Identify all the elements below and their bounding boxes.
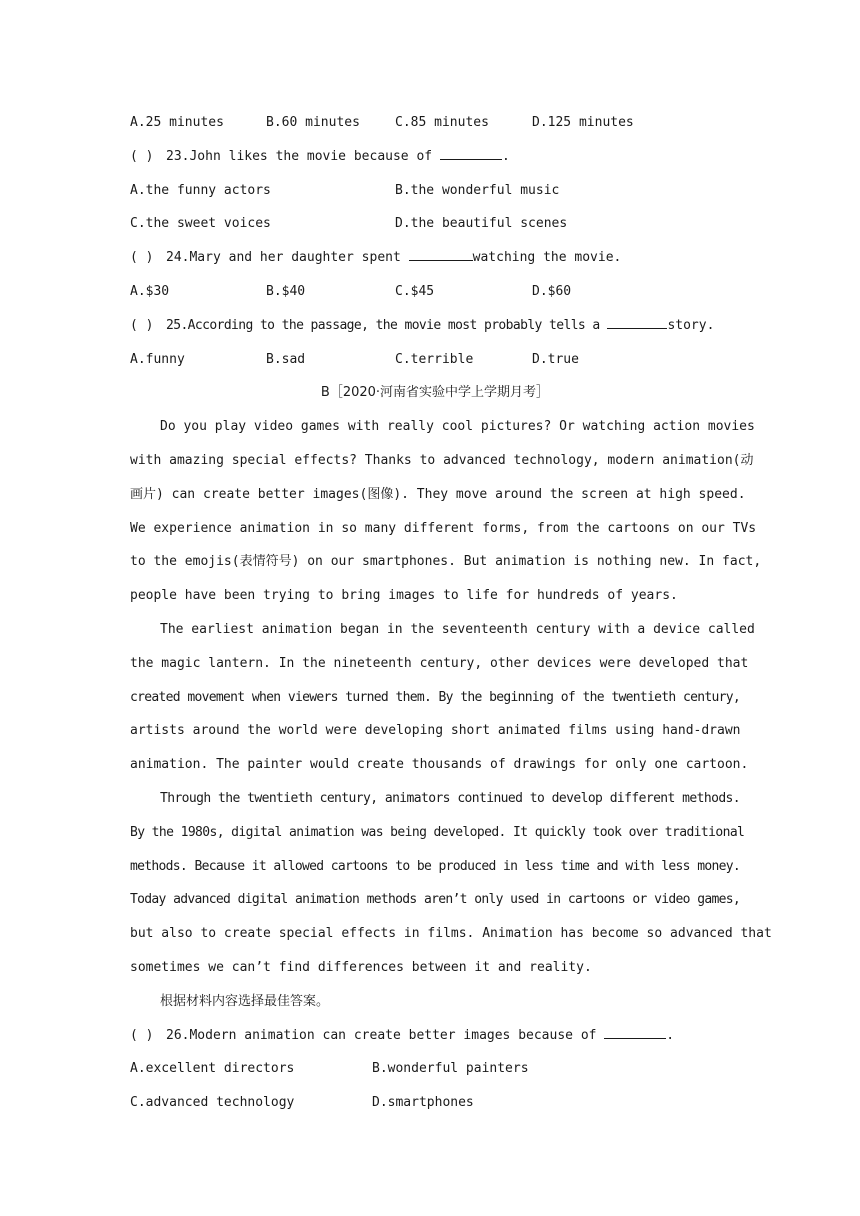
q26-options-row1 — [130, 1052, 740, 1086]
q23-option-d[interactable]: D.the beautiful scenes — [395, 216, 568, 232]
passage-line: Do you play video games with really cool pictures? Or watching action movies — [160, 419, 755, 435]
passage-line: with amazing special effects? Thanks to advanced technology, modern animation(动 — [130, 452, 754, 468]
q23-answer-paren[interactable]: ( ) — [130, 148, 154, 164]
passage-line: By the 1980s, digital animation was being developed. It quickly took over traditional — [130, 824, 745, 840]
q26-blank — [604, 1024, 666, 1039]
q24-options — [130, 275, 740, 309]
passage-line: methods. Because it allowed cartoons to be produced in less time and with less money. — [130, 858, 740, 874]
q25-option-d[interactable]: D.true — [532, 351, 579, 367]
q24-text: 24.Mary and her daughter spent — [166, 250, 401, 266]
q26-option-d[interactable]: D.smartphones — [372, 1095, 474, 1111]
passage-line: but also to create special effects in films. Animation has become so advanced that — [130, 926, 772, 942]
q24-answer-paren[interactable]: ( ) — [130, 250, 154, 266]
q23-stem — [130, 140, 740, 174]
section-b-heading: B［2020·河南省实验中学上学期月考］ — [320, 385, 550, 401]
worksheet-page — [130, 106, 772, 1120]
q26-option-b[interactable]: B.wonderful painters — [372, 1061, 529, 1077]
passage-line: artists around the world were developing short animated films using hand-drawn — [130, 723, 741, 739]
q25-option-c[interactable]: C.terrible — [395, 351, 474, 367]
q22-option-c[interactable]: C.85 minutes — [395, 115, 489, 130]
q23-end: . — [501, 148, 510, 164]
q24-blank — [409, 246, 473, 261]
q25-answer-paren[interactable]: ( ) — [130, 317, 154, 333]
passage-line: sometimes we can’t find differences between it and reality. — [130, 959, 592, 975]
q24-option-a[interactable]: A.$30 — [130, 283, 170, 299]
q26-option-c[interactable]: C.advanced technology — [130, 1095, 295, 1111]
q23-blank — [440, 145, 502, 160]
instruction: 根据材料内容选择最佳答案。 — [160, 993, 330, 1009]
passage-line: people have been trying to bring images to life for hundreds of years. — [130, 588, 678, 604]
passage-line: Through the twentieth century, animators continued to develop different methods. — [160, 790, 740, 806]
q26-options-row2 — [130, 1086, 740, 1120]
q25-end: story. — [667, 317, 715, 333]
q24-stem — [130, 241, 740, 275]
q23-option-c[interactable]: C.the sweet voices — [130, 216, 271, 232]
q24-end: watching the movie. — [472, 250, 622, 266]
q25-stem — [130, 309, 740, 343]
passage-line: 画片) can create better images(图像). They move around the screen at high speed. — [130, 486, 746, 502]
q24-option-c[interactable]: C.$45 — [395, 283, 435, 299]
q23-option-b[interactable]: B.the wonderful music — [395, 182, 560, 198]
q23-option-a[interactable]: A.the funny actors — [130, 182, 271, 198]
q25-blank — [607, 314, 667, 329]
q22-option-b[interactable]: B.60 minutes — [266, 115, 360, 130]
q23-options-row2 — [130, 207, 740, 241]
q24-option-b[interactable]: B.$40 — [266, 283, 306, 299]
q23-options-row1 — [130, 174, 740, 208]
q26-answer-paren[interactable]: ( ) — [130, 1027, 154, 1043]
q26-option-a[interactable]: A.excellent directors — [130, 1061, 295, 1077]
q25-options — [130, 343, 740, 377]
q24-option-d[interactable]: D.$60 — [532, 283, 572, 299]
q25-option-a[interactable]: A.funny — [130, 351, 185, 367]
passage-line: The earliest animation began in the seventeenth century with a device called — [160, 621, 755, 637]
q22-option-a[interactable]: A.25 minutes — [130, 115, 224, 130]
q22-option-d[interactable]: D.125 minutes — [532, 115, 634, 130]
passage-line: created movement when viewers turned them. By the beginning of the twentieth century, — [130, 689, 740, 705]
passage-line: We experience animation in so many different forms, from the cartoons on our TVs — [130, 520, 757, 536]
q26-text: 26.Modern animation can create better images because of — [166, 1027, 597, 1043]
passage-line: the magic lantern. In the nineteenth century, other devices were developed that — [130, 655, 749, 671]
passage-line: Today advanced digital animation methods aren’t only used in cartoons or video games, — [130, 892, 740, 908]
q25-option-b[interactable]: B.sad — [266, 351, 306, 367]
q26-stem — [130, 1019, 740, 1053]
q25-text: 25.According to the passage, the movie most probably tells a — [166, 317, 600, 333]
q22-options — [130, 106, 740, 140]
passage-line: animation. The painter would create thousands of drawings for only one cartoon. — [130, 757, 749, 773]
q26-end: . — [666, 1027, 675, 1043]
q23-text: 23.John likes the movie because of — [166, 148, 433, 164]
passage-line: to the emojis(表情符号) on our smartphones. But animation is nothing new. In fact, — [130, 554, 762, 570]
